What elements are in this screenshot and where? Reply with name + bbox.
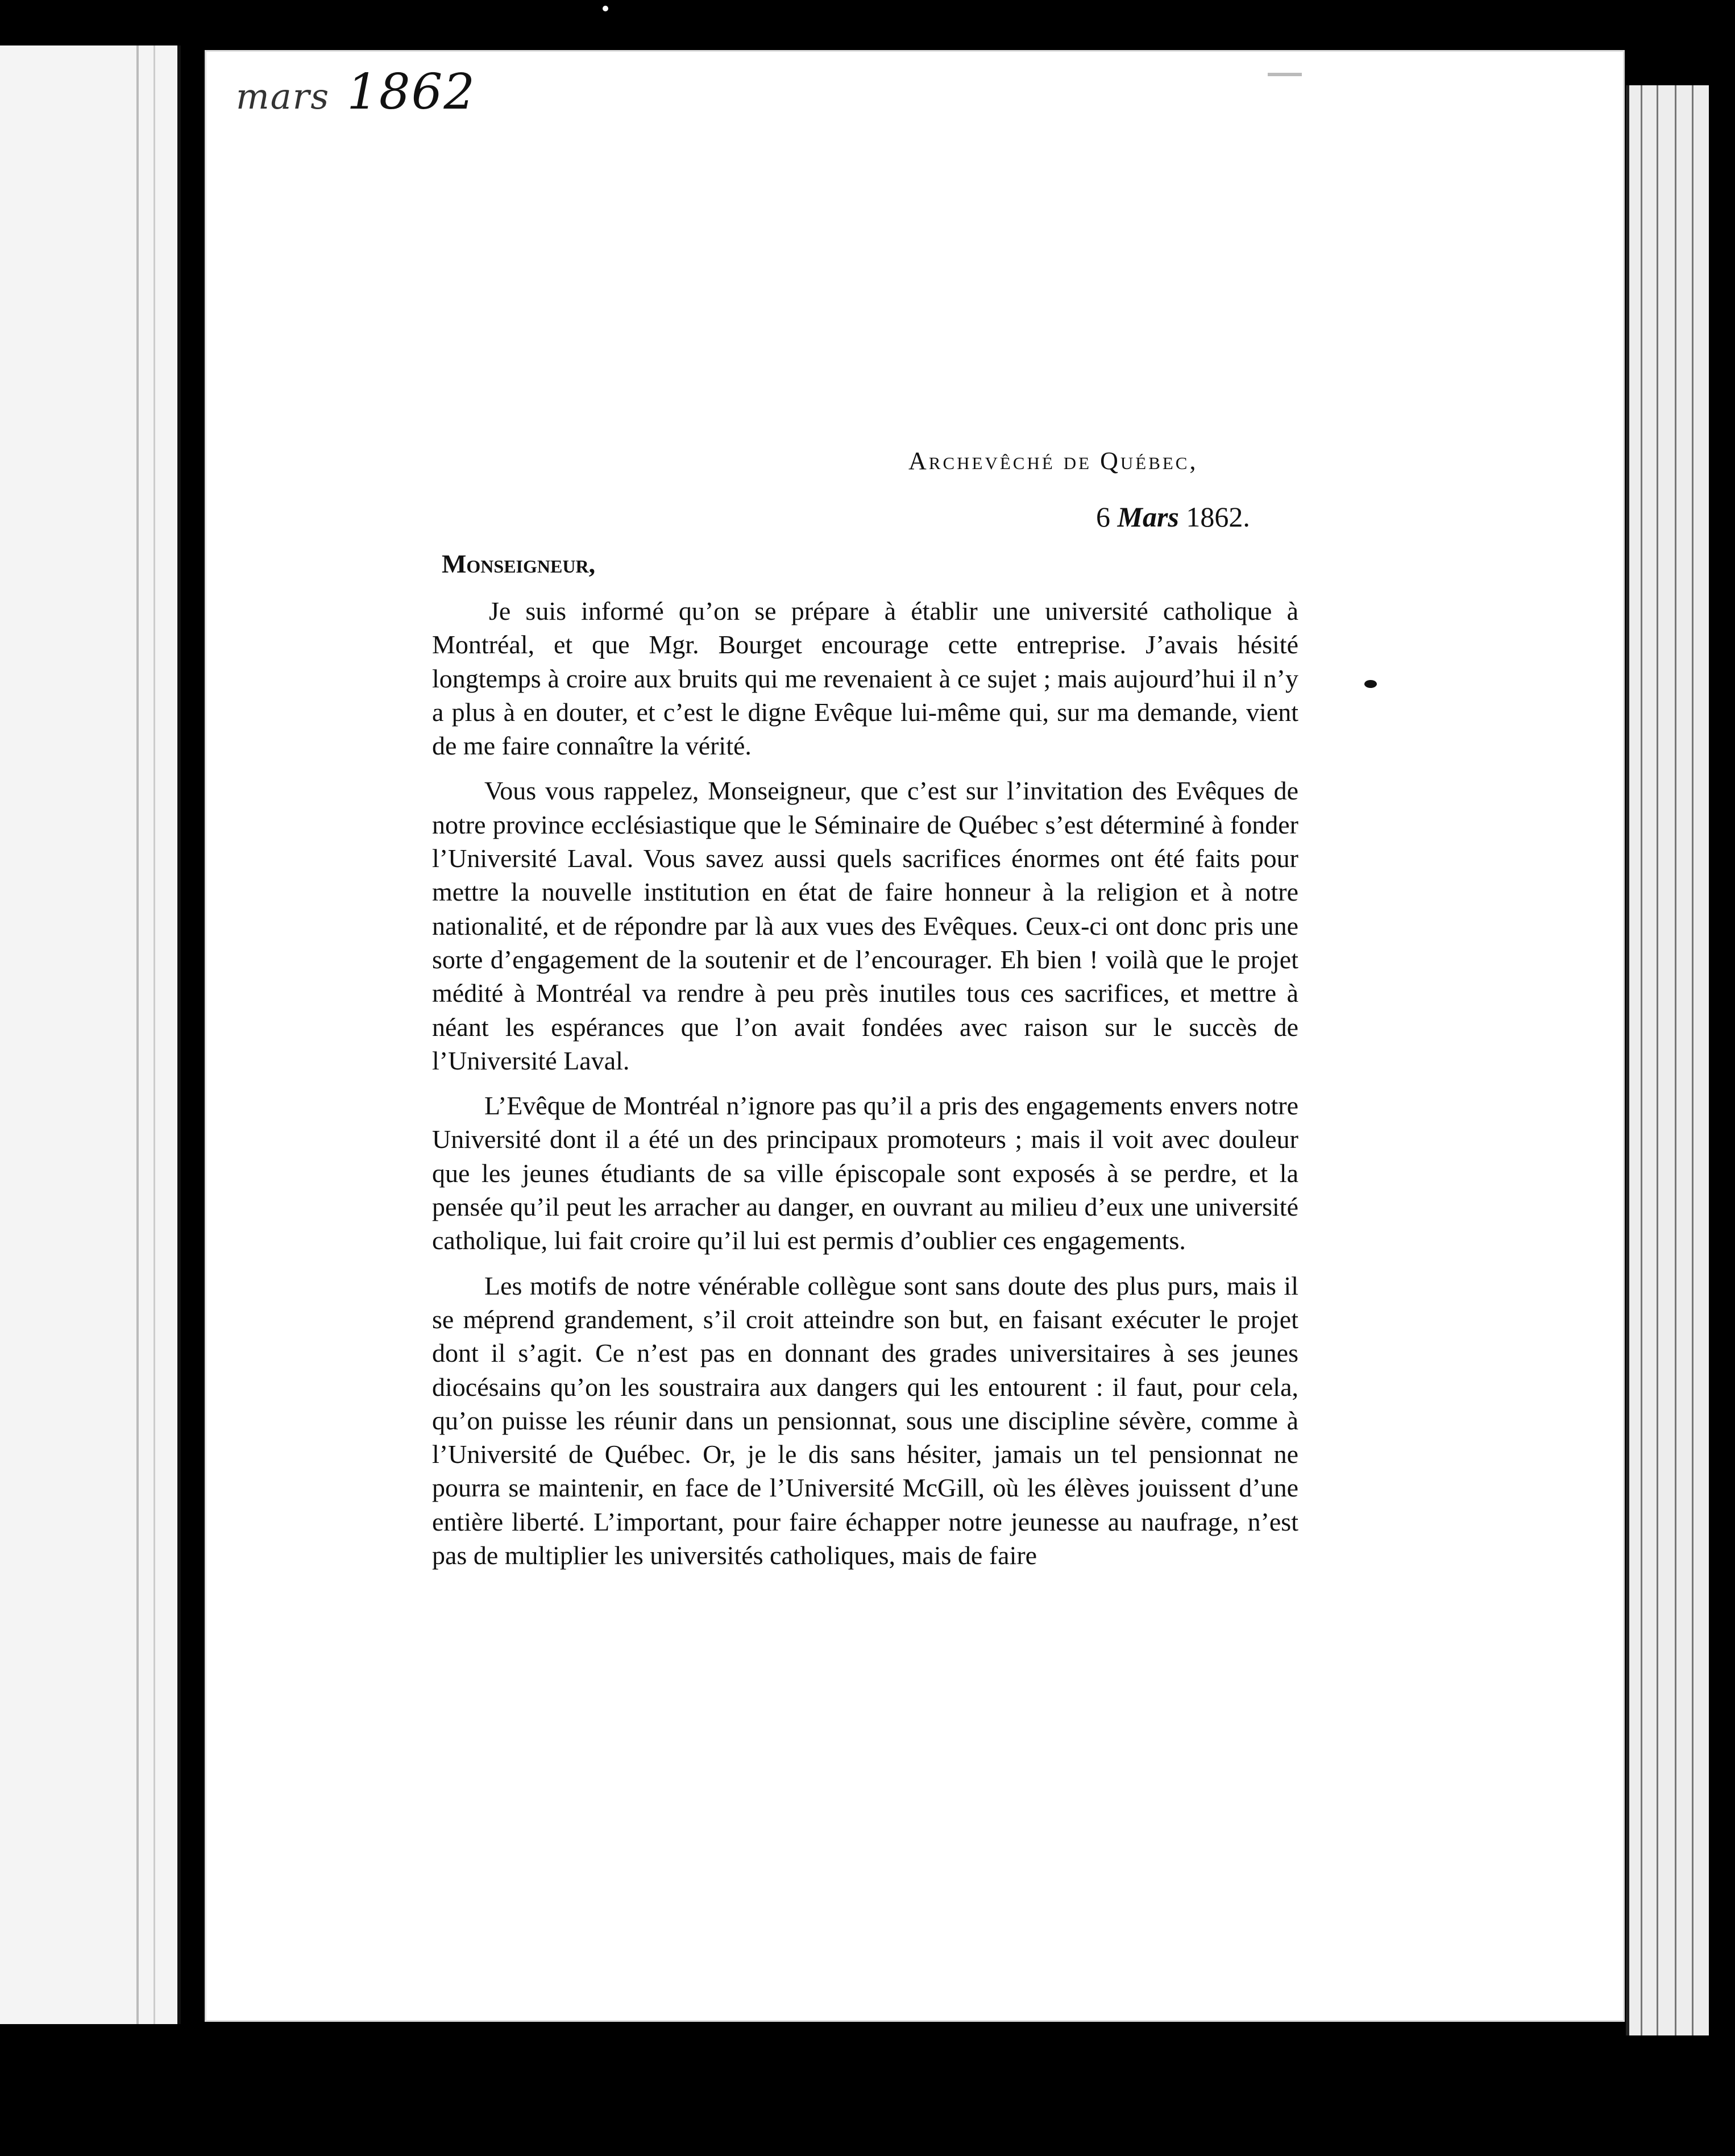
page-edge-line xyxy=(1675,85,1676,2035)
letter-header: Archevêché de Québec, xyxy=(908,447,1198,475)
paragraph: Vous vous rappelez, Monseigneur, que c’est sur l’invitation des Evêques de notre province ecclésiastique que le Séminaire de Québec s’est déterminé à fonder l’Université Laval. Vous savez aussi quels sacrifices énormes ont été faits pour mettre la nouvelle institution en état de faire honneur à la religion et à notre nationalité, et de répondre par là aux vues des Evêques. Ceux-ci ont donc pris une sorte d’engagement de la soutenir et de l’encourager. Eh bien ! voilà que le projet médité à Montréal va rendre à peu près inutiles tous ces sacrifices, et mettre à néant les espérances que l’on avait fondées avec raison sur le succès de l’Université Laval. xyxy=(432,776,1298,1075)
date-year: 1862. xyxy=(1186,501,1250,533)
page-edge-line xyxy=(136,45,139,2024)
letter-body xyxy=(432,594,1298,1583)
page-edge-line xyxy=(153,45,155,2024)
paragraph: L’Evêque de Montréal n’ignore pas qu’il a pris des engagements envers notre Université dont il a été un des principaux promoteurs ; mais il voit avec douleur que les jeunes étudiants de sa ville épiscopale sont exposés à se perdre, et la pensée qu’il peut les arracher au danger, en ouvrant au milieu d’eux une université catholique, lui fait croire qu’il lui est permis d’oublier ces engagements. xyxy=(432,1091,1298,1255)
pencil-mark xyxy=(1268,73,1302,76)
paragraph: Je suis informé qu’on se prépare à établir une université catholique à Montréal, et que Mgr. Bourget encourage cette entreprise. J’avais hésité longtemps à croire aux bruits qui me revenaient à ce sujet ; mais aujourd’hui il n’y a plus à en douter, et c’est le digne Evêque lui-même qui, sur ma demande, vient de me faire connaître la vérité. xyxy=(432,596,1298,761)
letter-date xyxy=(1096,500,1250,533)
stacked-pages-edge xyxy=(1626,85,1709,2035)
adjacent-page-edge xyxy=(0,45,181,2024)
page-edge-line xyxy=(1641,85,1642,2035)
annotation-year: 1862 xyxy=(347,64,476,121)
date-month: Mars xyxy=(1117,501,1179,533)
page-edge-line xyxy=(1692,85,1694,2035)
handwritten-annotation xyxy=(236,64,476,121)
paragraph: Les motifs de notre vénérable collègue sont sans doute des plus purs, mais il se méprend grandement, s’il croit atteindre son but, en faisant exécuter le projet dont il s’agit. Ce n’est pas en donnant des grades universitaires à ses jeunes diocésains qu’on les soustraira aux dangers qui les entourent : il faut, pour cela, qu’on puisse les réunir dans un pensionnat, sous une discipline sévère, comme à l’Université de Québec. Or, je le dis sans hésiter, jamais un tel pensionnat ne pourra se maintenir, en face de l’Université McGill, où les élèves jouissent d’une entière liberté. L’important, pour faire échapper notre jeunesse au naufrage, n’est pas de multiplier les universités catholiques, mais de faire xyxy=(432,1271,1298,1570)
page-edge-line xyxy=(1657,85,1658,2035)
annotation-prefix: mars xyxy=(236,76,330,117)
date-day: 6 xyxy=(1096,501,1110,533)
ink-blot xyxy=(1364,680,1377,688)
scan-speck xyxy=(603,6,608,11)
salutation: Monseigneur, xyxy=(442,549,596,578)
